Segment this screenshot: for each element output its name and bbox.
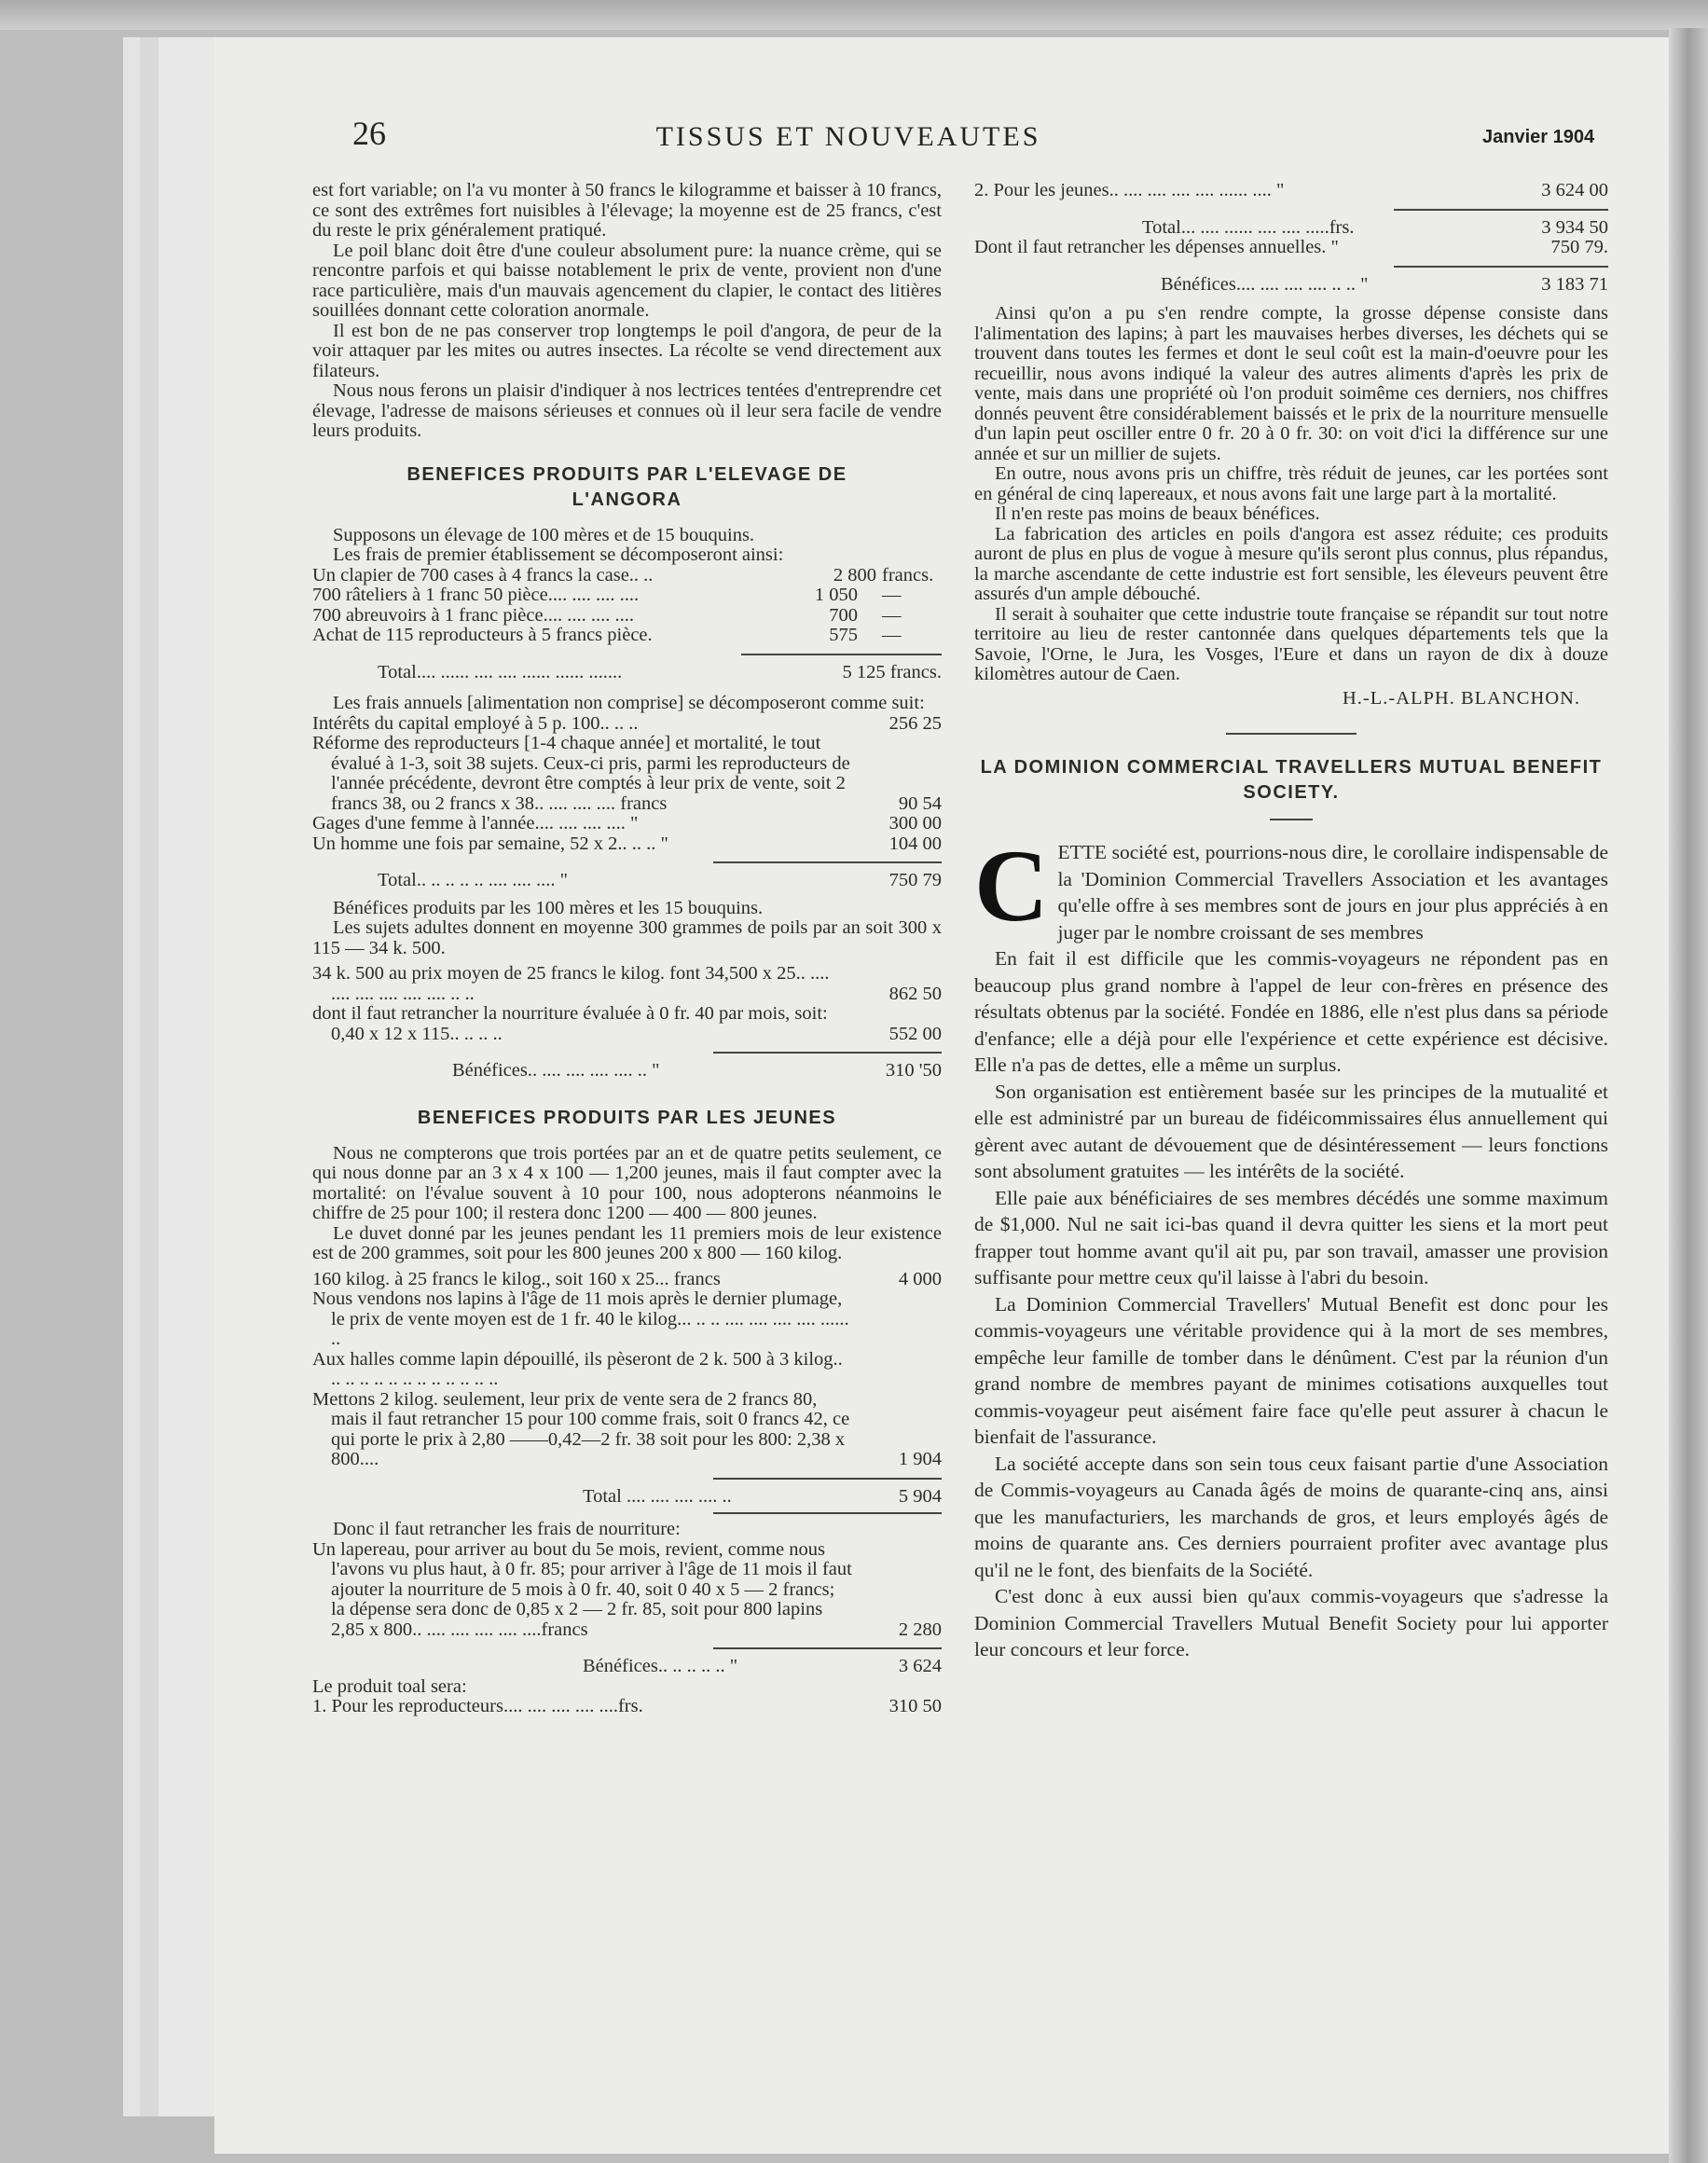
paragraph: La fabrication des articles en poils d'angora est assez réduite; ces produits auront de plus en plus de vogue à mesure qu'ils seront plus connus, plus répandus, la marche ascendante de cette industrie est fort sensible, les éleveurs peuvent être assurés d'un ample débouché. [974, 523, 1608, 604]
paragraph: La société accepte dans son sein tous ceux faisant partie d'une Association de Commis-voyageurs au Canada âgés de moins de quarante-cinq ans, ainsi que les manufacturiers, les marchands de gros, et leurs employés âgés de moins de quarante ans. Ces derniers pourraient profiter avec avantage plus qu'il ne le font, des bienfaits de la Société. [974, 1452, 1608, 1581]
total-row [312, 1487, 942, 1508]
cost-row [312, 1390, 942, 1470]
cost-row [312, 1004, 942, 1044]
cost-label: 34 k. 500 au prix moyen de 25 francs le kilog. font 34,500 x 25.. .... .... .... .... .... .... .. .. [312, 963, 830, 1004]
paragraph: Supposons un élevage de 100 mères et de 15 bouquins. [333, 524, 755, 545]
total-rule [713, 1512, 942, 1514]
total-row [312, 663, 942, 683]
section-heading: BENEFICES PRODUITS PAR L'ELEVAGE DE L'ANGORA [406, 463, 847, 510]
cost-row [312, 734, 942, 814]
cost-label: Aux halles comme lapin dépouillé, ils pèseront de 2 k. 500 à 3 kilog.. .. .. .. .. .. .. .. .. .. .. .. .. [312, 1348, 843, 1389]
cost-label: Achat de 115 reproducteurs à 5 francs pièce. [312, 625, 653, 645]
total-amount: 310 '50 [885, 1060, 942, 1081]
paragraph: Donc il faut retrancher les frais de nourriture: [333, 1519, 681, 1539]
cost-label: 160 kilog. à 25 francs le kilog., soit 160 x 25... francs [312, 1268, 721, 1289]
cost-unit: — [882, 604, 902, 626]
total-amount: 3 183 71 [1541, 273, 1608, 295]
cost-label: Un homme une fois par semaine, 52 x 2.. .. .. " [312, 833, 668, 854]
cost-amount: 575 [829, 625, 858, 645]
cost-label: Un clapier de 700 cases à 4 francs la case.. .. [312, 564, 654, 586]
total-rule [1394, 266, 1608, 268]
total-row [312, 1061, 942, 1082]
cost-label: 2. Pour les jeunes.. .... .... .... .... ...... .... " [974, 180, 1285, 200]
left-column [312, 181, 942, 1717]
total-amount: 5 904 [898, 1485, 942, 1507]
cost-amount: 552 00 [888, 1023, 942, 1044]
cost-amount: 300 00 [888, 813, 942, 834]
total-label: Bénéfices.. .. .. .. .. " [583, 1656, 738, 1676]
paragraph: Le poil blanc doit être d'une couleur absolument pure: la nuance crème, qui se rencontre parfois et qui baisse notablement le prix de vente, provient non d'une race particulière, mais d'un mauvais agencement du clapier, le contact des litières souillées donnant cette coloration anormale. [312, 240, 942, 321]
cost-label: Dont il faut retrancher les dépenses annuelles. " [974, 237, 1339, 257]
cost-amount: 2 280 [898, 1619, 942, 1640]
drop-cap: C [974, 829, 1049, 943]
cost-label: 1. Pour les reproducteurs.... .... .... .... ....frs. [312, 1696, 643, 1716]
cost-unit: — [882, 625, 902, 645]
total-row [312, 871, 942, 891]
paragraph: Les sujets adultes donnent en moyenne 300 grammes de poils par an soit 300 x 115 — 34 k. 500. [312, 917, 942, 958]
cost-amount: 104 00 [888, 833, 942, 854]
cost-row [312, 714, 942, 735]
paragraph: En fait il est difficile que les commis-voyageurs ne répondent pas en beaucoup plus grand nombre à l'appel de leur con-frères en présence des résultats obtenus par la société. Fondée en 1886, elle n'est plus dans sa période d'enfance; elle a déjà pour elle l'expérience et cette expérience est décisive. Elle n'a pas de dettes, elle a même un surplus. [974, 947, 1608, 1076]
page-number: 26 [352, 115, 386, 152]
total-rule [713, 861, 942, 863]
cost-row [312, 1540, 942, 1641]
total-row [974, 275, 1608, 296]
total-rule [741, 654, 942, 655]
cost-amount: 862 50 [888, 983, 942, 1004]
cost-row [974, 238, 1608, 258]
total-amount: 5 125 francs. [842, 661, 942, 682]
issue-date: Janvier 1904 [1482, 127, 1595, 147]
cost-label: Un lapereau, pour arriver au bout du 5e mois, revient, comme nous l'avons vu plus haut, à 0 fr. 85; pour arriver à l'âge de 11 mois il faut ajouter la nourriture de 5 mois à 0 fr. 40, soit 0 40 x 5 — 2 francs; la dépense sera donc de 0,85 x 2 — 2 fr. 85, soit pour 800 lapins 2,85 x 800.. .... .... .... .... ....francs [312, 1538, 852, 1640]
total-rule [713, 1052, 942, 1054]
section-heading: LA DOMINION COMMERCIAL TRAVELLERS MUTUAL BENEFIT SOCIETY. [980, 757, 1603, 803]
cost-amount: 700 [829, 604, 858, 626]
total-label: Bénéfices.. .... .... .... .... .. " [452, 1060, 660, 1081]
page-title: TISSUS ET NOUVEAUTES [655, 121, 1041, 152]
paragraph: En outre, nous avons pris un chiffre, très réduit de jeunes, car les portées sont en général de cinq lapereaux, et nous avons fait une large part à la mortalité. [974, 463, 1608, 504]
paragraph: Il n'en reste pas moins de beaux bénéfices. [995, 503, 1320, 524]
cost-label: Mettons 2 kilog. seulement, leur prix de vente sera de 2 francs 80, mais il faut retrancher 15 pour 100 comme frais, soit 0 francs 42, ce qui porte le prix à 2,80 ——0,42—2 fr. 38 soit pour les 800: 2,38 x 800.... [312, 1388, 850, 1469]
cost-row [312, 586, 942, 606]
cost-amount: 256 25 [888, 712, 942, 734]
cost-amount: 1 904 [898, 1449, 942, 1469]
cost-row [312, 834, 942, 855]
paragraph: Il est bon de ne pas conserver trop longtemps le poil d'angora, de peur de la voir attaquer par les mites ou autres insectes. La récolte se vend directement aux filateurs. [312, 320, 942, 381]
total-label: Total.... ...... .... .... ...... ...... ....... [378, 661, 623, 682]
paragraph: Elle paie aux bénéficiaires de ses membres décédés une somme maximum de $1,000. Nul ne sait ici-bas quand il devra quitter les siens et la mort peut frapper tout homme avant qu'il ait pu, par son travail, amasser une provision suffisante pour mettre ceux qu'il laisse à l'abri du besoin. [974, 1186, 1608, 1288]
cost-amount: 750 79. [1550, 237, 1608, 257]
paragraph: Nous nous ferons un plaisir d'indiquer à nos lectrices tentées d'entreprendre cet élevage, l'adresse de maisons sérieuses et connues où il leur sera facile de vendre leurs produits. [312, 380, 942, 441]
cost-amount: 90 54 [898, 792, 942, 814]
paragraph: Nous ne compterons que trois portées par an et de quatre petits seulement, ce qui nous donne par an 3 x 4 x 100 — 1,200 jeunes, mais il faut compter avec la mortalité: on l'évalue souvent à 10 pour 100, nous adopterons néanmoins le chiffre de 25 pour 100; il restera donc 1200 — 400 — 800 jeunes. [312, 1142, 942, 1223]
cost-label: Gages d'une femme à l'année.... .... .... .... " [312, 813, 639, 834]
total-row [974, 218, 1608, 239]
cost-row [312, 1289, 942, 1350]
total-rule [713, 1647, 942, 1649]
paragraph: Le produit toal sera: [312, 1675, 467, 1697]
paragraph: Bénéfices produits par les 100 mères et les 15 bouquins. [333, 897, 764, 918]
paragraph: La Dominion Commercial Travellers' Mutual Benefit est donc pour les commis-voyageurs une véritable providence qui à la mort de ses membres, empêche leur famille de tomber dans le dénûment. C'est par la réunion d'un grand nombre de membres payant de minimes cotisations auxquelles tout commis-voyageur peut aisément faire face qu'elle peut assurer à chacun le bienfait de l'assurance. [974, 1292, 1608, 1448]
cost-amount: 2 800 [833, 564, 876, 586]
paragraph: Il serait à souhaiter que cette industrie toute française se répandit sur tout notre territoire au lieu de rester cantonnée dans quelques départements tels que la Savoie, l'Orne, le Jura, les Vosges, l'Eure et dans un rayon de dix à douze kilomètres autour de Caen. [974, 603, 1608, 684]
paragraph: Les frais de premier établissement se décomposeront ainsi: [333, 544, 784, 565]
cost-row [974, 181, 1608, 201]
cost-row [312, 1350, 942, 1390]
right-column [974, 181, 1608, 1663]
cost-row [312, 626, 942, 646]
cost-row [312, 566, 942, 586]
cost-row [312, 1697, 942, 1717]
paragraph: Son organisation est entièrement basée sur les principes de la mutualité et elle est administré par un bureau de fidéicommissaires élus annuellement qui gèrent avec autant de dévouement que de désintéressement — leurs fonctions sont absolument gratuites — les intérêts de la société. [974, 1080, 1608, 1182]
cost-amount: 310 50 [888, 1696, 942, 1716]
total-amount: 3 624 [898, 1656, 942, 1676]
paragraph: C'est donc à eux aussi bien qu'aux commis-voyageurs que s'adresse la Dominion Commercial Travellers Mutual Benefit Society pour lui apporter leur concours et leur force. [974, 1585, 1608, 1660]
author-signature: H.-L.-ALPH. BLANCHON. [1342, 687, 1580, 709]
cost-unit: — [882, 585, 902, 605]
cost-label: Nous vendons nos lapins à l'âge de 11 mois après le dernier plumage, le prix de vente moyen est de 1 fr. 40 le kilog... .. .. .... .... .... .... ...... .. [312, 1288, 849, 1349]
cost-label: Intérêts du capital employé à 5 p. 100.. .. .. [312, 712, 639, 734]
total-label: Total.. .. .. .. .. .... .... .... " [378, 870, 568, 890]
cost-unit: francs. [882, 564, 934, 586]
cost-label: 700 abreuvoirs à 1 franc pièce.... .... .... .... [312, 604, 634, 626]
total-label: Total .... .... .... .... .. [583, 1485, 732, 1507]
cost-amount: 3 624 00 [1541, 180, 1608, 200]
cost-label: Réforme des reproducteurs [1-4 chaque année] et mortalité, le tout évalué à 1-3, soit 38 sujets. Ceux-ci pris, parmi les reproducteurs de l'année précédente, devront être comptés à leur prix de vente, soit 2 francs 38, ou 2 francs x 38.. .... .... .... francs [312, 733, 850, 814]
total-label: Bénéfices.... .... .... .... .. .. " [1161, 273, 1369, 295]
total-amount: 750 79 [888, 870, 942, 890]
total-row [312, 1657, 942, 1677]
cost-label: dont il faut retrancher la nourriture évaluée à 0 fr. 40 par mois, soit: 0,40 x 12 x 115.. .. .. .. [312, 1003, 828, 1044]
paragraph: Le duvet donné par les jeunes pendant les 11 premiers mois de leur existence est de 200 grammes, soit pour les 800 jeunes 200 x 800 — 160 kilog. [312, 1222, 942, 1263]
paragraph: est fort variable; on l'a vu monter à 50 francs le kilogramme et baisser à 10 francs, ce sont des extrêmes fort nuisibles à l'élevage; la moyenne est de 25 francs, c'est du reste le prix généralement pratiqué. [312, 180, 942, 241]
scan-border-top [0, 0, 1708, 30]
cost-row [312, 814, 942, 834]
article-body [974, 829, 1608, 1663]
section-heading: BENEFICES PRODUITS PAR LES JEUNES [417, 1107, 837, 1128]
cost-amount: 4 000 [898, 1268, 942, 1289]
total-amount: 3 934 50 [1541, 216, 1608, 238]
paragraph: Les frais annuels [alimentation non comprise] se décomposeront comme suit: [333, 693, 925, 713]
cost-row [312, 964, 942, 1004]
cost-label: 700 râteliers à 1 franc 50 pièce.... .... .... .... [312, 585, 640, 605]
cost-row [312, 606, 942, 627]
total-label: Total... .... ...... .... .... .....frs. [1142, 216, 1355, 238]
cost-amount: 1 050 [814, 585, 858, 605]
total-rule [1394, 209, 1608, 211]
total-rule [713, 1478, 942, 1480]
paragraph: Ainsi qu'on a pu s'en rendre compte, la grosse dépense consiste dans l'alimentation des lapins; à part les mauvaises herbes diverses, les déchets qui se trouvent dans toutes les fermes et dont le seul coût est la main-d'oeuvre pour les recueillir, nous avons indiqué la valeur des autres aliments d'après les prix de vente, mais dans une propriété où l'on produit soimême ces derniers, nos chiffres donnés peuvent être considérablement baissés et le prix de la nourriture mensuelle d'un lapin peut osciller entre 0 fr. 20 à 0 fr. 30: on voit d'ici la différence sur une année et sur un millier de sujets. [974, 303, 1608, 464]
cost-row [312, 1270, 942, 1290]
page-edge-right [1669, 28, 1708, 2163]
paragraph: ETTE société est, pourrions-nous dire, le corollaire indispensable de la 'Dominion Commercial Travellers Association et les avantages qu'elle offre à ses membres sont de jours en jour plus appréciés à en juger par le nombre croissant de ses membres [1057, 841, 1608, 944]
